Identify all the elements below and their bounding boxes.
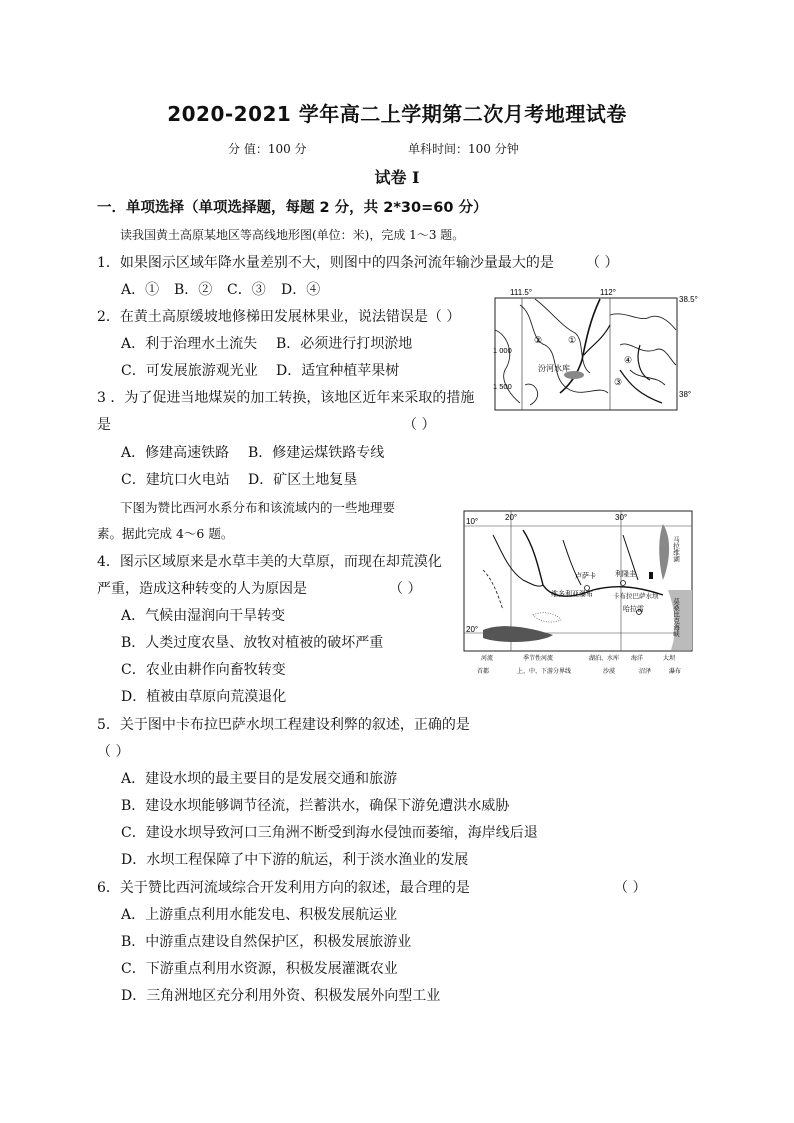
map2-victoria-falls: 维多利亚瀑布 [551, 590, 593, 598]
section-heading: 一．单项选择（单项选择题，每题 2 分，共 2*30=60 分） [97, 200, 488, 216]
dam-marker [649, 572, 653, 579]
map1-river-1: ① [568, 336, 577, 346]
q3-option-c: C．建坑口火电站 [121, 472, 230, 488]
legend-dam: 大坝 [663, 655, 676, 662]
intro-1: 读我国黄土高原某地区等高线地形图(单位：米)，完成 1～3 题。 [120, 228, 465, 242]
intro-2-line1: 下图为赞比西河水系分布和该流域内的一些地理要 [120, 500, 396, 515]
q6-answer-paren: （ ） [614, 880, 647, 896]
map1-river-2: ② [534, 336, 543, 346]
q2-stem: 2．在黄土高原缓坡地修梯田发展林果业，说法错误是（ ） [97, 309, 461, 325]
q4-answer-paren: （ ） [389, 581, 422, 597]
q5-option-b: B．建设水坝能够调节径流，拦蓄洪水，确保下游免遭洪水威胁 [121, 798, 510, 814]
q4-option-d: D．植被由草原向荒漠退化 [121, 689, 287, 705]
map1-lon-right: 112° [600, 288, 616, 297]
q1-option-a: A．① [121, 282, 160, 298]
q1-option-d: D．④ [281, 282, 321, 298]
q4-option-c: C．农业由耕作向畜牧转变 [121, 662, 286, 678]
map1-contour-1000: 1 000 [493, 346, 512, 355]
map2-lon-20: 20° [505, 513, 518, 522]
q2-option-c: C．可发展旅游观光业 [121, 363, 258, 379]
q5-answer-paren: （ ） [97, 744, 130, 760]
map2-lat-20: 20° [466, 625, 479, 634]
q4-stem: 4．图示区域原来是水草丰美的大草原，而现在却荒漠化 [97, 554, 442, 570]
q3-answer-paren: （ ） [403, 417, 436, 433]
map1-river-3: ③ [614, 378, 623, 388]
q1-stem: 1．如果图示区域年降水量差别不大，则图中的四条河流年输沙量最大的是 [97, 255, 554, 271]
legend-boundary: 上、中、下游分界线 [517, 668, 572, 675]
legend-seasonal-river: 季节性河流 [523, 655, 554, 662]
q5-option-a: A．建设水坝的最主要目的是发展交通和旅游 [121, 771, 398, 787]
q3-stem: 3 ．为了促进当地煤炭的加工转换，该地区近年来采取的措施 [97, 390, 475, 406]
q6-option-c: C．下游重点利用水资源，积极发展灌溉农业 [121, 961, 398, 977]
map1-contour-1500: 1 500 [493, 382, 512, 391]
map2-lon-30: 30° [615, 513, 628, 522]
paper-label: 试卷 I [374, 168, 420, 187]
q3-option-a: A．修建高速铁路 [121, 445, 230, 461]
map2-lusaka: 卢萨卡 [575, 572, 596, 580]
legend-ocean: 海洋 [631, 655, 644, 662]
q5-option-d: D．水坝工程保障了中下游的航运，利于淡水渔业的发展 [121, 852, 469, 868]
map1-lon-left: 111.5° [510, 288, 533, 297]
legend-river: 河流 [481, 655, 494, 662]
map2-lat-10: 10° [466, 517, 479, 526]
map1-river-4: ④ [624, 356, 633, 366]
legend-desert: 沙漠 [603, 668, 616, 675]
q6-option-b: B．中游重点建设自然保护区，积极发展旅游业 [121, 934, 412, 950]
map2-mozambique-channel: 莫桑比克海峡 [672, 598, 680, 637]
map2-harare: 哈拉雷 [623, 605, 644, 613]
legend-falls: 瀑布 [669, 668, 682, 675]
q3-option-d: D．矿区土地复垦 [248, 472, 358, 488]
q1-option-b: B．② [174, 282, 213, 298]
q6-option-d: D．三角洲地区充分利用外资、积极发展外向型工业 [121, 988, 441, 1004]
score-info: 分 值：100 分 [228, 142, 307, 156]
legend-swamp: 沼泽 [639, 668, 652, 675]
q1-option-c: C．③ [227, 282, 266, 298]
q4-option-a: A．气候由湿润向干旱转变 [121, 608, 286, 624]
q2-option-b: B．必须进行打坝淤地 [276, 336, 413, 352]
map1-reservoir-label: 汾河水库 [538, 364, 570, 373]
q5-stem: 5．关于图中卡布拉巴萨水坝工程建设利弊的叙述，正确的是 [97, 717, 470, 733]
q5-option-c: C．建设水坝导致河口三角洲不断受到海水侵蚀而萎缩，海岸线后退 [121, 825, 538, 841]
map1-lat-bottom: 38° [679, 390, 692, 399]
q4-stem-cont: 严重，造成这种转变的人为原因是 [97, 581, 307, 597]
q4-option-b: B．人类过度农垦、放牧对植被的破坏严重 [121, 635, 384, 651]
q3-option-b: B．修建运煤铁路专线 [248, 445, 385, 461]
map1-lat-top: 38.5° [679, 295, 698, 304]
legend-capital: 首都 [477, 668, 490, 675]
map2-cahora-bassa: 卡布拉巴萨水坝 [613, 592, 659, 600]
q2-option-d: D．适宜种植苹果树 [276, 363, 400, 379]
map2-lake-malawi: 马拉维湖 [672, 536, 680, 562]
intro-2-line2: 素。据此完成 4～6 题。 [97, 526, 234, 541]
q6-option-a: A．上游重点利用水能发电、积极发展航运业 [121, 907, 398, 923]
q2-option-a: A．利于治理水土流失 [121, 336, 258, 352]
zambezi-basin-map [463, 510, 695, 680]
map2-lilongwe: 利隆圭 [615, 570, 636, 578]
q6-stem: 6．关于赞比西河流域综合开发利用方向的叙述，最合理的是 [97, 880, 470, 896]
exam-title: 2020-2021 学年高二上学期第二次月考地理试卷 [167, 102, 627, 126]
q3-stem-cont: 是 [97, 417, 111, 433]
legend-lake: 湖泊、水库 [589, 655, 620, 662]
time-info: 单科时间：100 分钟 [408, 142, 519, 156]
q1-answer-paren: （ ） [586, 255, 619, 271]
loess-contour-map [490, 285, 702, 413]
